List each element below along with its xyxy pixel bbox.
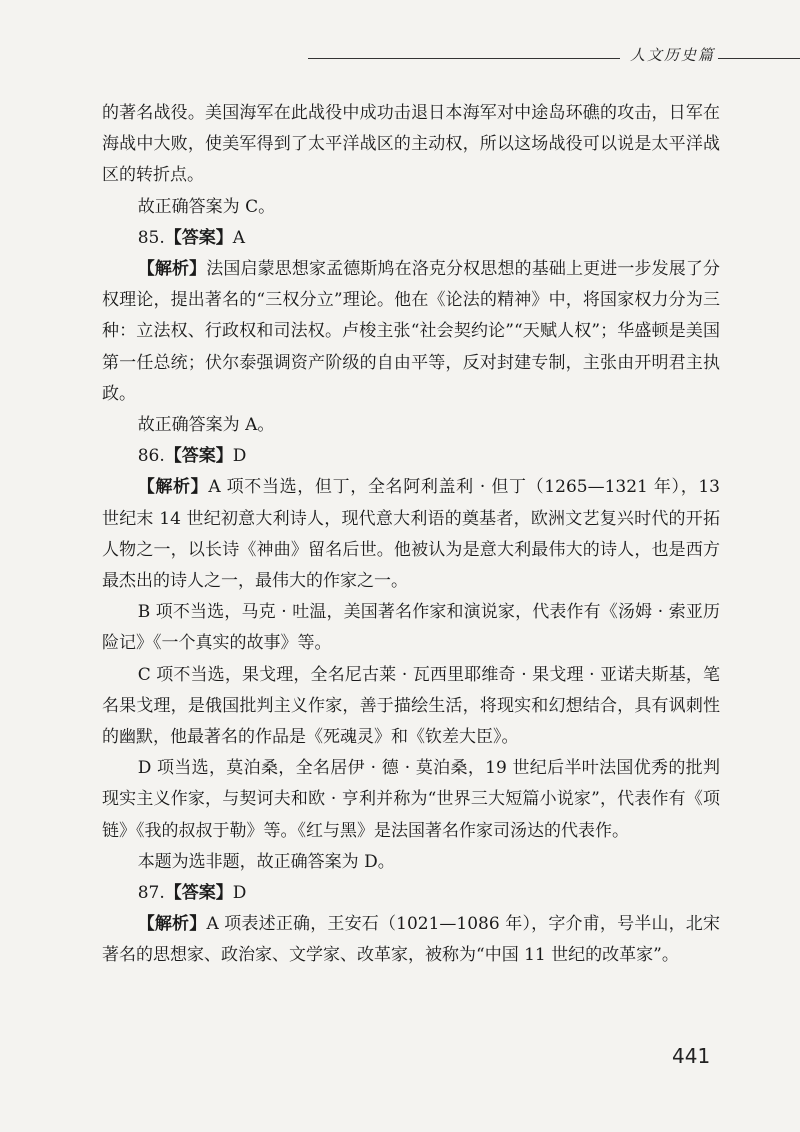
paragraph: C 项不当选，果戈理，全名尼古莱 · 瓦西里耶维奇 · 果戈理 · 亚诺夫斯基，笔名果戈理，是俄国批判主义作家，善于描绘生活，将现实和幻想结合，具有讽刺性的幽默，他最著名的作品是《死魂灵》和《钦差大臣》。 [102,664,720,748]
paragraph: 本题为选非题，故正确答案为 D。 [137,851,395,872]
page-number: 441 [672,1044,711,1068]
analysis-85: 【解析】法国启蒙思想家孟德斯鸠在洛克分权思想的基础上更进一步发展了分权理论，提出著名的“三权分立”理论。他在《论法的精神》中，将国家权力分为三种：立法权、行政权和司法权。卢梭主张“社会契约论”“天赋人权”；华盛顿是美国第一任总统；伏尔泰强调资产阶级的自由平等，反对封建专制，主张由开明君主执政。 [102,259,721,404]
answer-line-85: 85.【答案】A [137,227,246,248]
body-text [102,98,720,972]
paragraph: B 项不当选，马克 · 吐温，美国著名作家和演说家，代表作有《汤姆 · 索亚历险记》《一个真实的故事》等。 [102,602,720,654]
paragraph: 故正确答案为 C。 [137,196,276,217]
analysis-86: 【解析】A 项不当选，但丁，全名阿利盖利 · 但丁（1265—1321 年），13 世纪末 14 世纪初意大利诗人，现代意大利语的奠基者，欧洲文艺复兴时代的开拓人物之一，以长诗《神曲》留名后世。他被认为是意大利最伟大的诗人，也是西方最杰出的诗人之一，最伟大的作家之一。 [102,477,720,592]
paragraph: D 项当选，莫泊桑，全名居伊 · 德 · 莫泊桑，19 世纪后半叶法国优秀的批判现实主义作家，与契诃夫和欧 · 亨利并称为“世界三大短篇小说家”，代表作有《项链》《我的叔叔于勒》等。《红与黑》是法国著名作家司汤达的代表作。 [102,758,720,841]
answer-line-87: 87.【答案】D [137,883,247,904]
header-rule-right [718,58,800,59]
paragraph: 的著名战役。美国海军在此战役中成功击退日本海军对中途岛环礁的攻击，日军在海战中大败，使美军得到了太平洋战区的主动权，所以这场战役可以说是太平洋战区的转折点。 [102,103,720,186]
header-rule-left [308,58,620,59]
analysis-87: 【解析】A 项表述正确，王安石（1021—1086 年），字介甫，号半山，北宋著名的思想家、政治家、文学家、改革家，被称为“中国 11 世纪的改革家”。 [102,914,720,966]
answer-line-86: 86.【答案】D [137,446,247,467]
paragraph: 故正确答案为 A。 [137,415,275,436]
running-header-title: 人文历史篇 [630,46,716,64]
